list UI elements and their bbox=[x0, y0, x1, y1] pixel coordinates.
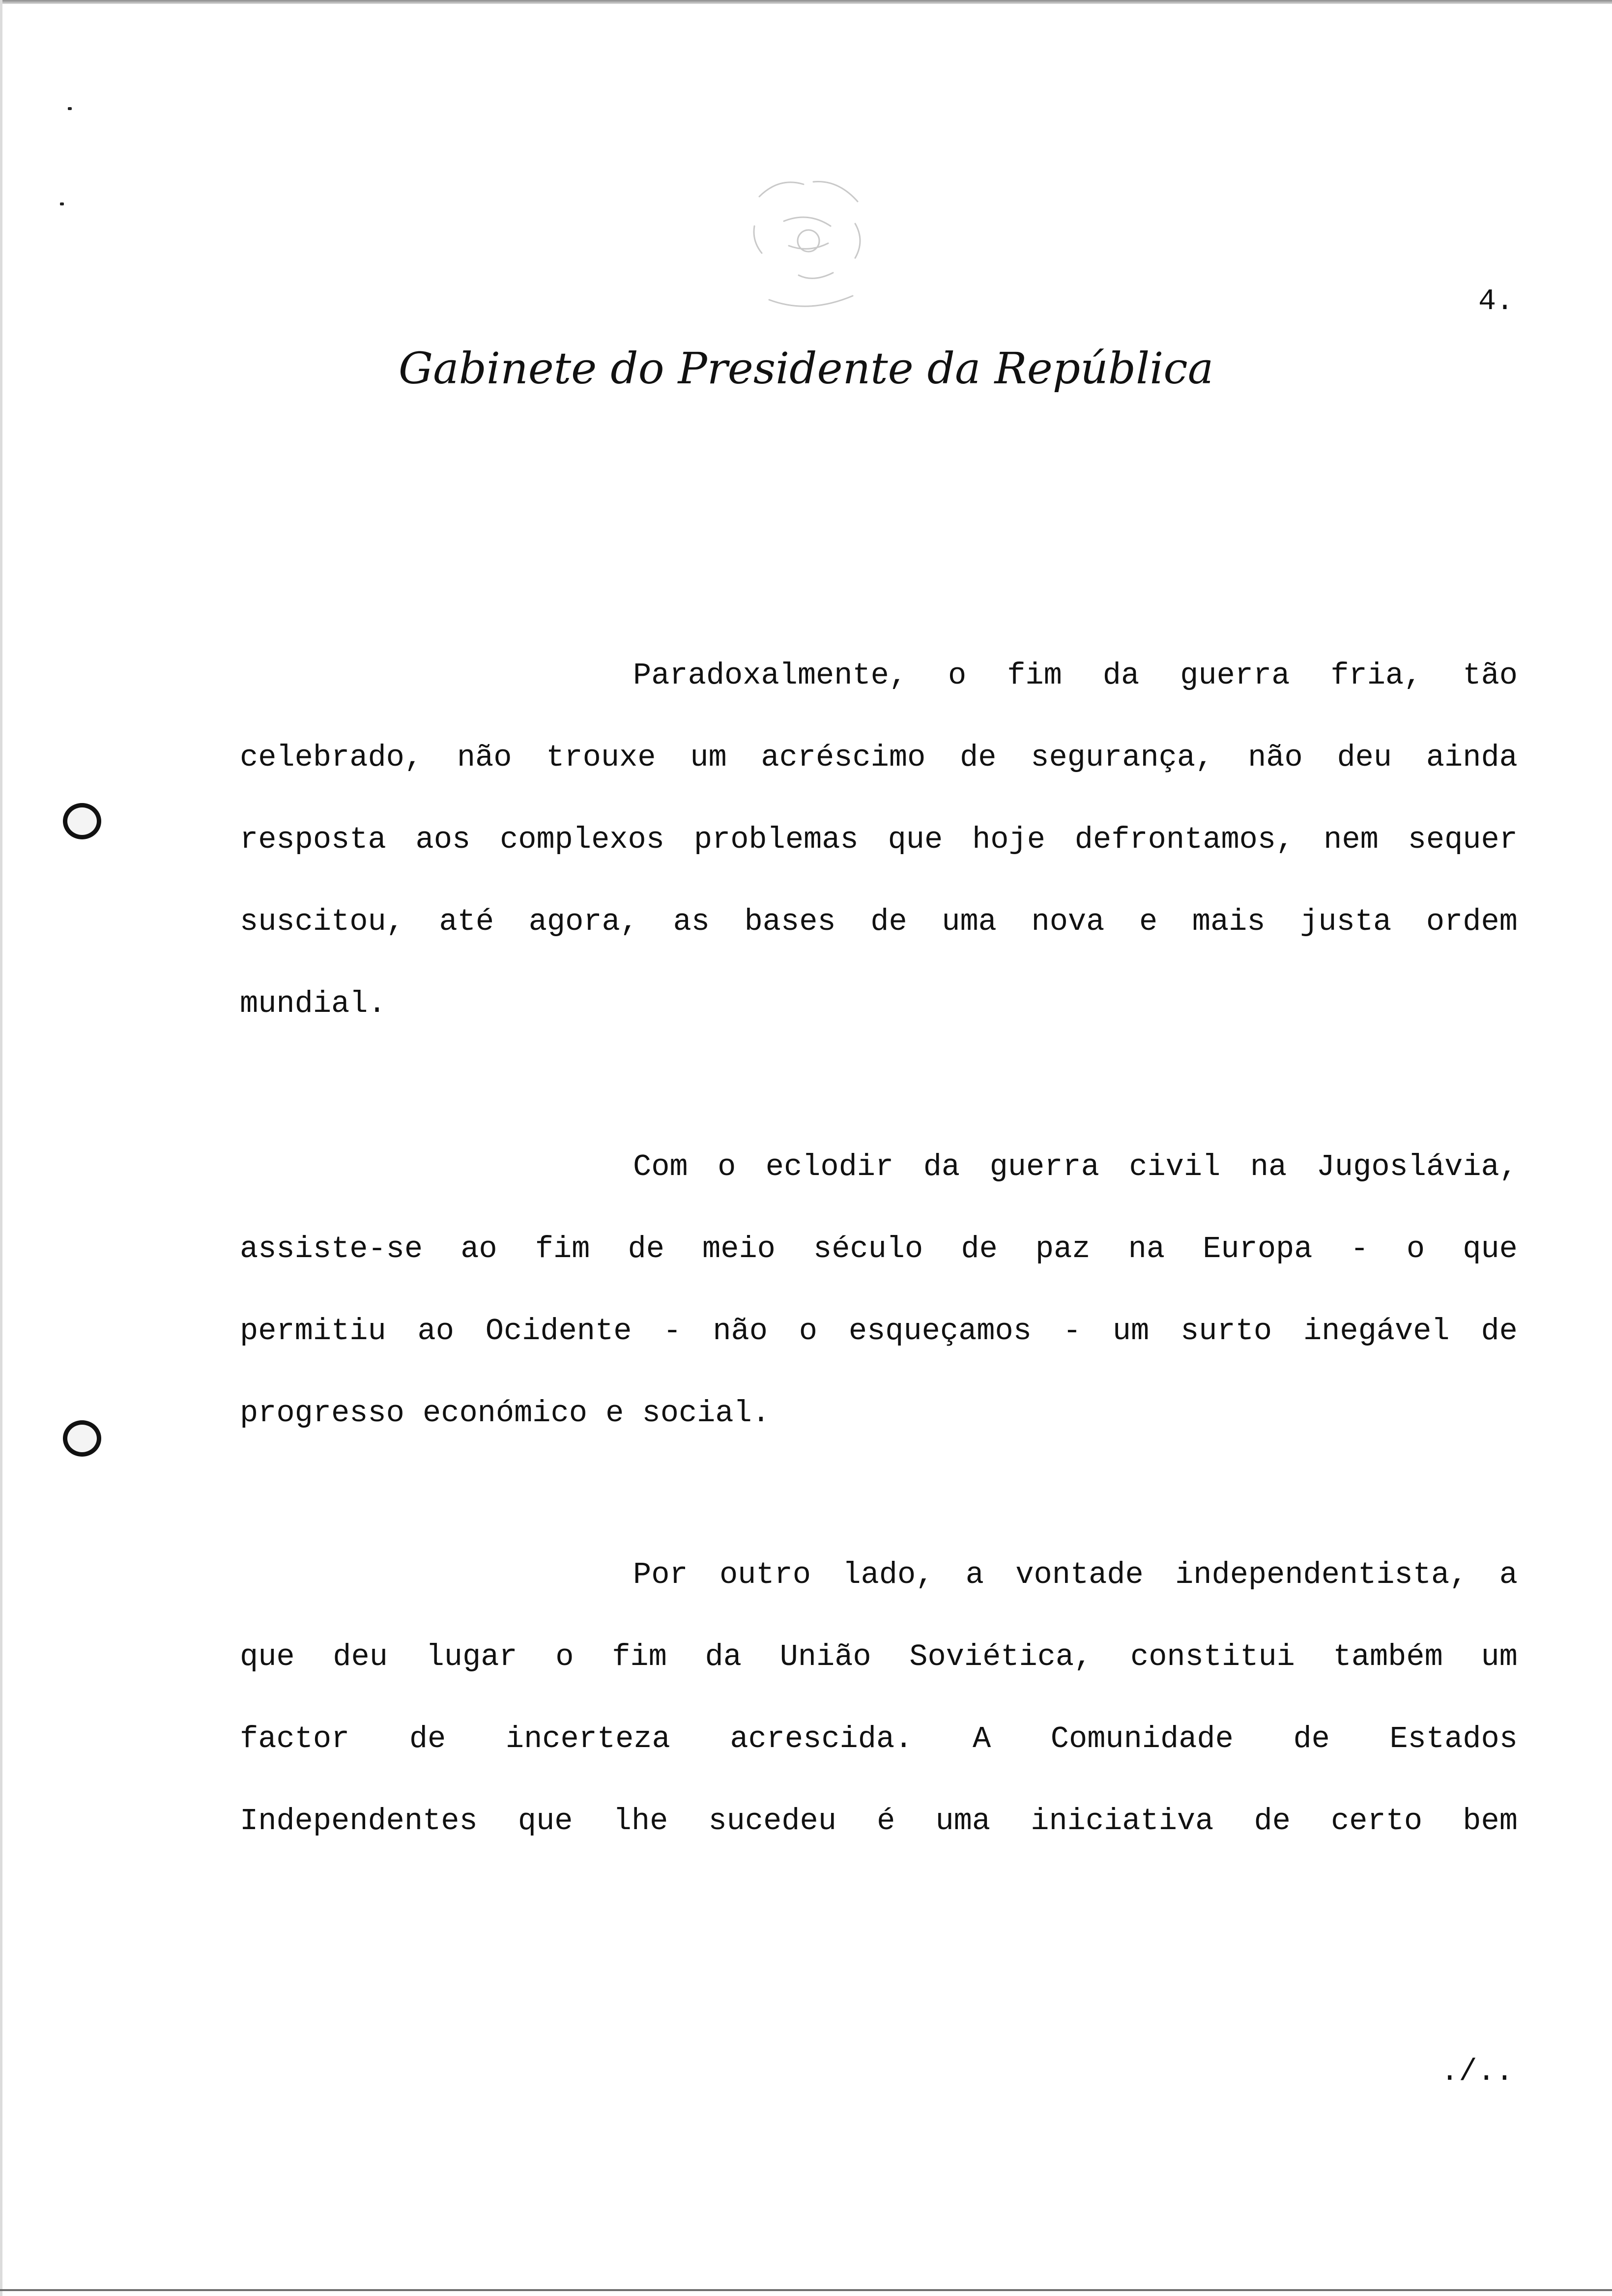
word: um bbox=[690, 740, 727, 775]
word: civil bbox=[1129, 1149, 1221, 1184]
word: que bbox=[1463, 1232, 1518, 1266]
word: nem bbox=[1324, 822, 1379, 857]
word: de bbox=[1254, 1804, 1291, 1838]
word: sucedeu bbox=[708, 1804, 836, 1838]
word: ainda bbox=[1426, 740, 1518, 775]
word: aos bbox=[415, 822, 471, 857]
word: Por bbox=[633, 1557, 688, 1592]
word: - bbox=[1350, 1232, 1369, 1266]
word: factor bbox=[240, 1722, 350, 1756]
text-line bbox=[240, 1717, 1518, 1799]
paragraph-3 bbox=[240, 1553, 1518, 1881]
word: um bbox=[1112, 1314, 1150, 1349]
word: o bbox=[555, 1639, 574, 1674]
word: de bbox=[628, 1232, 664, 1266]
word: não bbox=[457, 740, 512, 775]
word: inegável bbox=[1303, 1314, 1450, 1349]
word: ordem bbox=[1426, 904, 1518, 939]
word: iniciativa bbox=[1031, 1804, 1214, 1838]
text-line bbox=[240, 1635, 1518, 1717]
word: surto bbox=[1180, 1314, 1272, 1349]
scan-speck bbox=[60, 202, 64, 205]
word: de bbox=[870, 904, 907, 939]
word: complexos bbox=[500, 822, 664, 857]
word: não bbox=[1248, 740, 1303, 775]
word: A bbox=[972, 1722, 991, 1756]
word: também bbox=[1333, 1639, 1443, 1674]
word: vontade bbox=[1015, 1557, 1144, 1592]
word: assiste-se bbox=[240, 1232, 423, 1266]
word: um bbox=[1481, 1639, 1518, 1674]
text-line bbox=[240, 1309, 1518, 1391]
word: deu bbox=[1337, 740, 1392, 775]
scan-speck bbox=[68, 107, 72, 110]
word: hoje bbox=[972, 822, 1045, 857]
word: na bbox=[1128, 1232, 1165, 1266]
word: permitiu bbox=[240, 1314, 386, 1349]
word: de bbox=[409, 1722, 446, 1756]
word: não bbox=[713, 1314, 768, 1349]
word: e bbox=[1139, 904, 1158, 939]
word: segurança, bbox=[1031, 740, 1214, 775]
word: eclodir bbox=[765, 1149, 894, 1184]
punch-hole-upper bbox=[63, 803, 101, 839]
word: mais bbox=[1192, 904, 1266, 939]
word: Paradoxalmente, bbox=[633, 658, 908, 693]
word: mundial. bbox=[240, 986, 386, 1021]
punch-hole-lower bbox=[63, 1420, 101, 1457]
word: o bbox=[718, 1149, 736, 1184]
word: que bbox=[888, 822, 943, 857]
word: da bbox=[705, 1639, 742, 1674]
word: bem bbox=[1463, 1804, 1518, 1838]
word: de bbox=[961, 1232, 998, 1266]
word: ao bbox=[417, 1314, 454, 1349]
word: paz bbox=[1035, 1232, 1091, 1266]
word: suscitou, bbox=[240, 904, 404, 939]
word: tão bbox=[1463, 658, 1518, 693]
word: incerteza bbox=[505, 1722, 670, 1756]
paragraph-2 bbox=[240, 1145, 1518, 1473]
word: resposta bbox=[240, 822, 386, 857]
word: o bbox=[1406, 1232, 1425, 1266]
word: sequer bbox=[1408, 822, 1518, 857]
word: problemas bbox=[693, 822, 859, 857]
word: nova bbox=[1031, 904, 1105, 939]
word: a bbox=[965, 1557, 984, 1592]
text-line bbox=[240, 654, 1518, 736]
word: - bbox=[663, 1314, 682, 1349]
continuation-mark: ./.. bbox=[1440, 2054, 1514, 2089]
word: da bbox=[1102, 658, 1140, 693]
text-line bbox=[240, 982, 1518, 1064]
word: Jugoslávia, bbox=[1316, 1149, 1518, 1184]
word: Comunidade bbox=[1050, 1722, 1234, 1756]
page-number: 4. bbox=[1478, 285, 1514, 318]
scan-top-edge bbox=[0, 0, 1612, 4]
word: o bbox=[799, 1314, 818, 1349]
text-line bbox=[240, 1227, 1518, 1309]
word: ao bbox=[461, 1232, 497, 1266]
word: Com bbox=[633, 1149, 688, 1184]
word: independentista, bbox=[1175, 1557, 1468, 1592]
paragraph-1 bbox=[240, 654, 1518, 1064]
text-line bbox=[240, 736, 1518, 818]
word: certo bbox=[1331, 1804, 1423, 1838]
text-line bbox=[240, 1145, 1518, 1227]
word: trouxe bbox=[546, 740, 656, 775]
text-line bbox=[240, 1391, 1518, 1473]
letterhead-script-logo bbox=[398, 334, 1214, 408]
word: lhe bbox=[613, 1804, 668, 1838]
word: guerra bbox=[1180, 658, 1290, 693]
word: agora, bbox=[528, 904, 638, 939]
word: de bbox=[960, 740, 997, 775]
word: que bbox=[518, 1804, 573, 1838]
word: Ocidente bbox=[485, 1314, 632, 1349]
word: de bbox=[1481, 1314, 1518, 1349]
letterhead-text: Gabinete do Presidente da República bbox=[398, 343, 1214, 394]
text-line bbox=[240, 900, 1518, 982]
word: Estados bbox=[1389, 1722, 1518, 1756]
word: meio bbox=[702, 1232, 776, 1266]
word: acrescida. bbox=[730, 1722, 913, 1756]
word: fim bbox=[535, 1232, 590, 1266]
word: lugar bbox=[426, 1639, 518, 1674]
word: o bbox=[948, 658, 967, 693]
word: na bbox=[1250, 1149, 1287, 1184]
word: progresso económico e social. bbox=[240, 1396, 770, 1431]
word: deu bbox=[333, 1639, 388, 1674]
word: esqueçamos bbox=[848, 1314, 1032, 1349]
word: guerra bbox=[989, 1149, 1099, 1184]
word: uma bbox=[942, 904, 997, 939]
word: justa bbox=[1300, 904, 1392, 939]
text-line bbox=[240, 818, 1518, 900]
text-line bbox=[240, 1799, 1518, 1881]
faint-emblem-seal bbox=[740, 167, 877, 315]
word: as bbox=[673, 904, 710, 939]
word: constitui bbox=[1130, 1639, 1295, 1674]
word: lado, bbox=[842, 1557, 934, 1592]
word: fim bbox=[612, 1639, 667, 1674]
word: uma bbox=[935, 1804, 991, 1838]
word: século bbox=[813, 1232, 923, 1266]
word: é bbox=[877, 1804, 895, 1838]
word: de bbox=[1293, 1722, 1330, 1756]
word: acréscimo bbox=[761, 740, 926, 775]
word: - bbox=[1063, 1314, 1081, 1349]
word: União bbox=[779, 1639, 871, 1674]
word: Europa bbox=[1203, 1232, 1313, 1266]
scan-left-edge bbox=[0, 0, 2, 2296]
word: celebrado, bbox=[240, 740, 423, 775]
scan-bottom-edge bbox=[0, 2289, 1612, 2291]
word: a bbox=[1499, 1557, 1518, 1592]
word: Soviética, bbox=[909, 1639, 1093, 1674]
word: outro bbox=[719, 1557, 811, 1592]
word: defrontamos, bbox=[1074, 822, 1295, 857]
word: fim bbox=[1007, 658, 1062, 693]
word: até bbox=[439, 904, 494, 939]
word: fria, bbox=[1330, 658, 1422, 693]
word: que bbox=[240, 1639, 295, 1674]
word: da bbox=[923, 1149, 960, 1184]
word: Independentes bbox=[240, 1804, 478, 1838]
word: bases bbox=[744, 904, 836, 939]
text-line bbox=[240, 1553, 1518, 1635]
